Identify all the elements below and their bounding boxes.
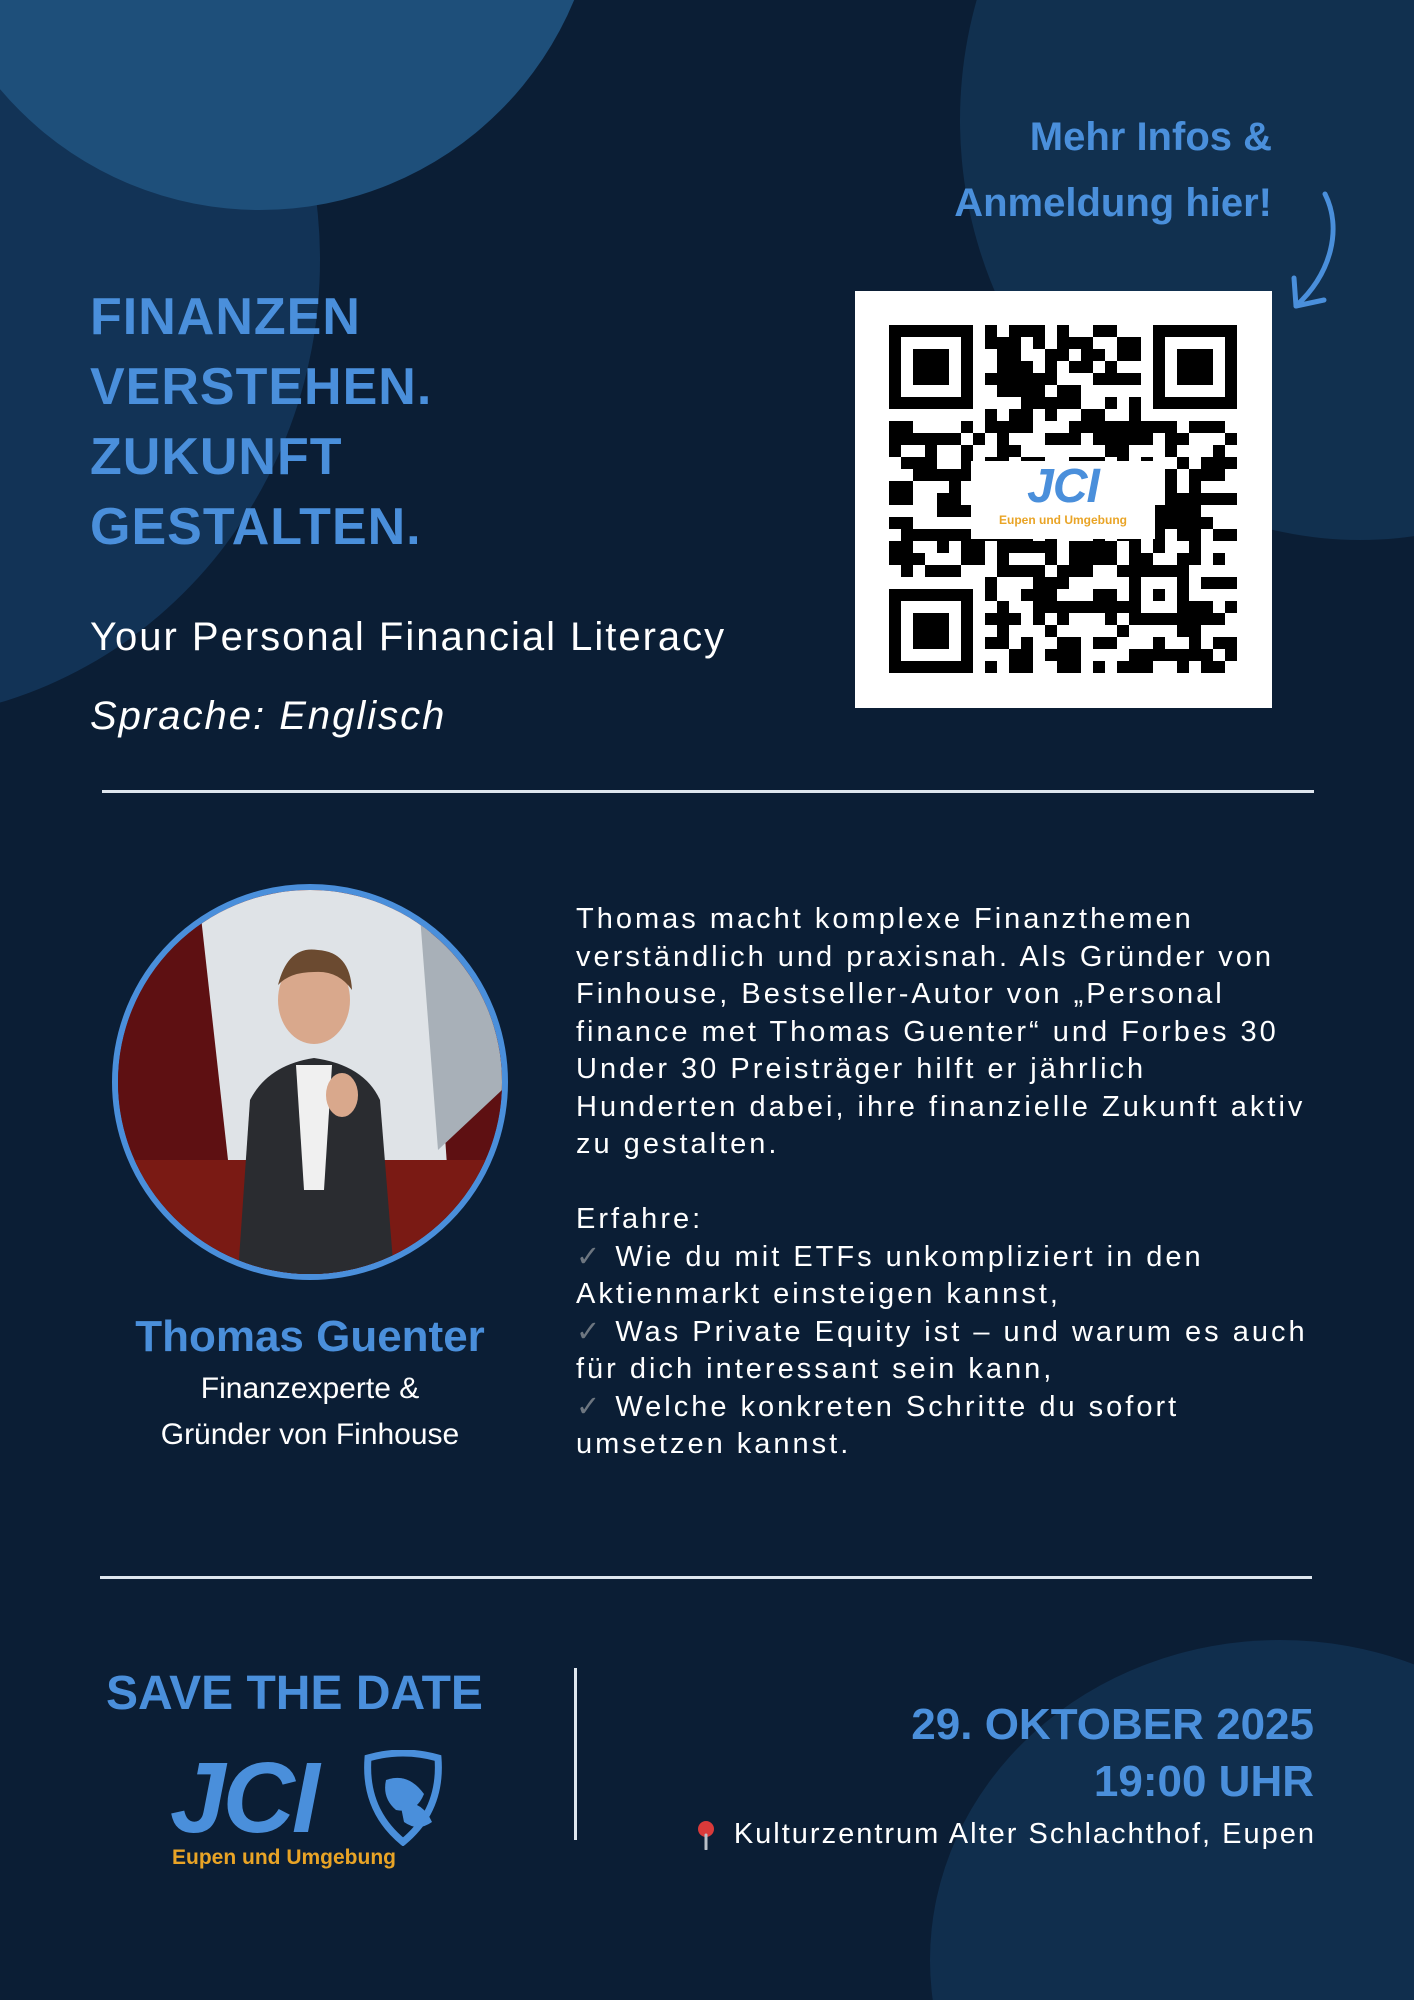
- qr-logo-tagline: Eupen und Umgebung: [999, 513, 1127, 527]
- speaker-role-line: Finanzexperte &: [200, 1372, 420, 1405]
- qr-logo-brand: JCI: [1027, 460, 1099, 513]
- learn-heading: Erfahre:: [576, 1203, 704, 1235]
- speaker-name: Thomas Guenter: [135, 1312, 485, 1361]
- speaker-photo-illustration: [118, 890, 502, 1274]
- jci-logo: [170, 1742, 460, 1876]
- learn-point-text: Wie du mit ETFs unkompliziert in den Aktienmarkt einsteigen kannst,: [576, 1240, 1204, 1310]
- headline-line: FINANZEN: [90, 288, 361, 346]
- bio-intro: Thomas macht komplexe Finanzthemen verständlich und praxisnah. Als Gründer von Finhouse, Bestseller-Autor von „Personal finance met Thomas Guenter“ und Forbes 30 Under 30 Preisträger hilft er jährlich Hunderten dabei, ihre finanzielle Zukunft aktiv zu gestalten.: [576, 903, 1306, 1160]
- bio-spacer: [576, 1164, 1316, 1202]
- venue-text: Kulturzentrum Alter Schlachthof, Eupen: [733, 1818, 1316, 1850]
- event-datetime: [911, 1696, 1314, 1810]
- headline-line: VERSTEHEN.: [90, 358, 433, 416]
- learn-point: [576, 1389, 1316, 1464]
- learn-point-text: Was Private Equity ist – und warum es auch für dich interessant sein kann,: [576, 1315, 1308, 1385]
- check-icon: ✓: [576, 1315, 604, 1348]
- learn-point: [576, 1314, 1316, 1389]
- section-divider: [100, 1576, 1312, 1579]
- logo-tagline: Eupen und Umgebung: [172, 1846, 396, 1869]
- language-note: Sprache: Englisch: [90, 694, 447, 738]
- section-divider: [102, 790, 1314, 793]
- event-date: 29. OKTOBER 2025: [911, 1700, 1314, 1749]
- event-venue: [696, 1818, 1316, 1851]
- qr-logo: [971, 461, 1155, 539]
- logo-brand: JCI: [170, 1742, 317, 1854]
- shield-fish-icon: [360, 1750, 446, 1846]
- speaker-role: [90, 1366, 530, 1458]
- check-icon: ✓: [576, 1390, 604, 1423]
- location-pin-icon: [696, 1820, 716, 1850]
- speaker-photo: [112, 884, 508, 1280]
- headline-line: ZUKUNFT: [90, 428, 343, 486]
- callout-line: Anmeldung hier!: [954, 181, 1272, 225]
- registration-callout: [954, 104, 1272, 236]
- speaker-role-line: Gründer von Finhouse: [160, 1418, 460, 1451]
- vertical-divider: [574, 1668, 577, 1840]
- callout-line: Mehr Infos &: [1029, 115, 1272, 159]
- event-subtitle: Your Personal Financial Literacy: [90, 615, 727, 659]
- speaker-bio: [576, 901, 1316, 1464]
- check-icon: ✓: [576, 1240, 604, 1273]
- curved-arrow-icon: [1284, 188, 1344, 318]
- learn-point-text: Welche konkreten Schritte du sofort umsetzen kannst.: [576, 1390, 1180, 1460]
- save-the-date-label: SAVE THE DATE: [106, 1667, 483, 1720]
- headline: [90, 282, 432, 562]
- learn-point: [576, 1239, 1316, 1314]
- event-time: 19:00 UHR: [1093, 1757, 1314, 1806]
- headline-line: GESTALTEN.: [90, 498, 422, 556]
- registration-qr-code[interactable]: [855, 291, 1272, 708]
